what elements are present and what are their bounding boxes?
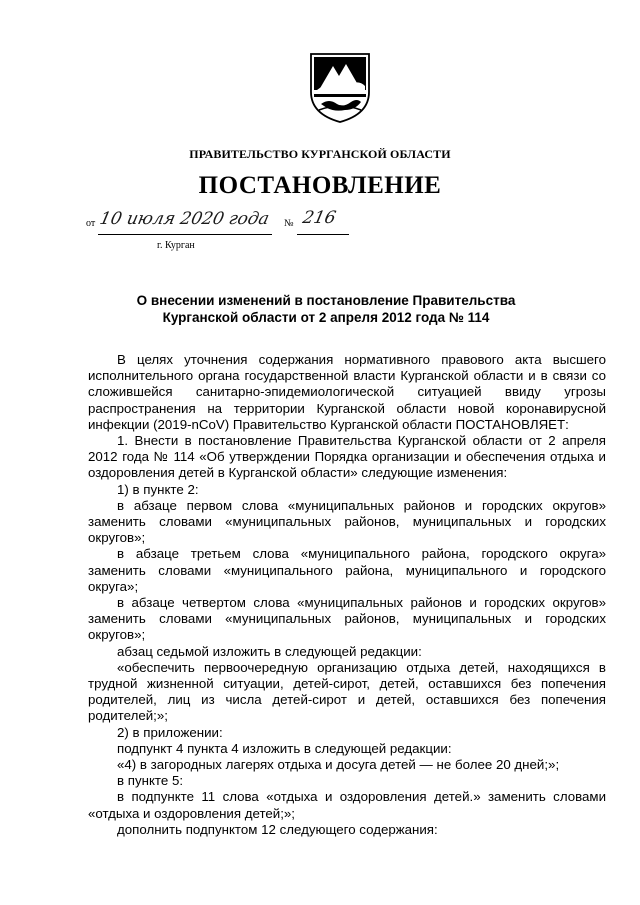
document-title: О внесении изменений в постановление Правительства Курганской области от 2 апреля 2012 года № 114 — [136, 293, 516, 325]
paragraph: «4) в загородных лагерях отдыха и досуга детей — не более 20 дней;»; — [117, 757, 560, 773]
paragraph: в абзаце четвертом слова «муниципальных районов и городских округов» заменить словами «муниципальных районов, муниципальных и городских округов»; — [88, 595, 606, 643]
number-prefix: № — [284, 218, 294, 229]
handwritten-number: 216 — [300, 208, 338, 228]
number-underline — [297, 234, 349, 235]
paragraph: подпункт 4 пункта 4 изложить в следующей редакции: — [117, 740, 452, 756]
paragraph: в пункте 5: — [117, 773, 184, 789]
paragraph: «обеспечить первоочередную организацию отдыха детей, находящихся в трудной жизненной ситуации, детей-сирот, детей, оставшихся без попечения родителей, лиц из числа детей-сирот и детей, оставшихся без попечения родителей;»; — [88, 659, 606, 724]
city-name: г. Курган — [157, 240, 195, 251]
paragraph: в подпункте 11 слова «отдыха и оздоровления детей.» заменить словами «отдыха и оздоровления детей;»; — [88, 789, 606, 821]
paragraph: в абзаце третьем слова «муниципального района, городского округа» заменить словами «муниципального района, муниципального и городского округа»; — [88, 546, 606, 594]
paragraph: 2) в приложении: — [117, 724, 223, 740]
government-name: ПРАВИТЕЛЬСТВО КУРГАНСКОЙ ОБЛАСТИ — [189, 147, 451, 161]
paragraph: в абзаце первом слова «муниципальных районов и городских округов» заменить словами «муниципальных районов, муниципальных и городских округов»; — [88, 497, 606, 546]
date-prefix: от — [86, 218, 96, 229]
paragraph: 1) в пункте 2: — [117, 481, 199, 497]
document-type: ПОСТАНОВЛЕНИЕ — [198, 172, 442, 199]
coat-of-arms-emblem — [305, 52, 375, 124]
document-body — [88, 352, 606, 838]
paragraph: абзац седьмой изложить в следующей редакции: — [117, 643, 422, 659]
date-underline — [98, 234, 272, 235]
handwritten-date: 10 июля 2020 года — [97, 209, 271, 229]
paragraph: дополнить подпунктом 12 следующего содержания: — [117, 821, 438, 837]
paragraph: В целях уточнения содержания нормативного правового акта высшего исполнительного органа государственной власти Курганской области и в связи со сложившейся санитарно-эпидемиологической ситуацией ввиду угрозы распространения на территории Курганской области новой коронавирусной инфекции (2019-nCoV) Правительство Курганской области ПОСТАНОВЛЯЕТ: — [88, 352, 606, 432]
paragraph: 1. Внести в постановление Правительства Курганской области от 2 апреля 2012 года № 114 «Об утверждении Порядка организации и обеспечения отдыха и оздоровления детей в Курганской области» следующие изменения: — [88, 433, 606, 481]
